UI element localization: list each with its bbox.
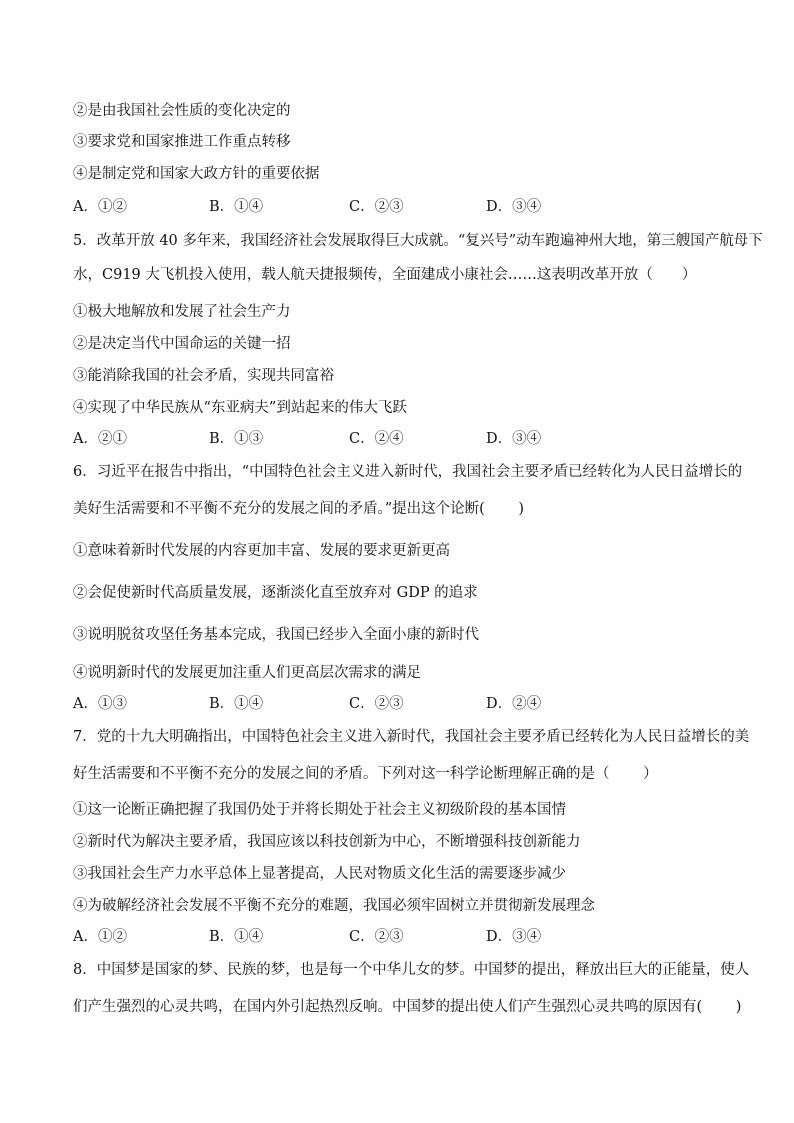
q7-statement-3: ③我国社会生产力水平总体上显著提高，人民对物质文化生活的需要逐步减少 — [73, 866, 566, 882]
q4-option-c[interactable]: C．②③ — [349, 199, 404, 215]
q7-stem-line-2: 好生活需要和不平衡不充分的发展之间的矛盾。下列对这一科学论断理解正确的是（ ） — [73, 766, 658, 782]
q6-options — [73, 694, 733, 714]
q7-statement-1: ①这一论断正确把握了我国仍处于并将长期处于社会主义初级阶段的基本国情 — [73, 802, 566, 818]
q5-option-d[interactable]: D．③④ — [486, 431, 542, 447]
q6-option-d[interactable]: D．②④ — [486, 696, 542, 712]
q4-options — [73, 197, 733, 217]
q6-stem-line-2: 美好生活需要和不平衡不充分的发展之间的矛盾。”提出这个论断( ) — [73, 501, 525, 517]
q5-stem-line-2: 水，C919 大飞机投入使用，载人航天捷报频传，全面建成小康社会……这表明改革开放（ ） — [73, 267, 697, 283]
q8-stem-line-1: 8．中国梦是国家的梦、民族的梦，也是每一个中华儿女的梦。中国梦的提出，释放出巨大的正能量，使人 — [73, 962, 750, 978]
q5-statement-3: ③能消除我国的社会矛盾，实现共同富裕 — [73, 368, 334, 384]
q4-option-b[interactable]: B．①④ — [209, 199, 264, 215]
q5-stem-line-1: 5．改革开放 40 多年来，我国经济社会发展取得巨大成就。“复兴号”动车跑遍神州大地，第三艘国产航母下 — [73, 233, 763, 249]
q6-stem-line-1: 6．习近平在报告中指出，“中国特色社会主义进入新时代，我国社会主要矛盾已经转化为人民日益增长的 — [73, 464, 743, 480]
q5-options — [73, 429, 733, 449]
q7-statement-4: ④为破解经济社会发展不平衡不充分的难题，我国必须牢固树立并贯彻新发展理念 — [73, 898, 595, 914]
q6-statement-4: ④说明新时代的发展更加注重人们更高层次需求的满足 — [73, 665, 421, 681]
q5-statement-4: ④实现了中华民族从“东亚病夫”到站起来的伟大飞跃 — [73, 400, 407, 416]
q5-option-c[interactable]: C．②④ — [349, 431, 404, 447]
q6-statement-2: ②会促使新时代高质量发展，逐渐淡化直至放弃对 GDP 的追求 — [73, 585, 478, 601]
q7-statement-2: ②新时代为解决主要矛盾，我国应该以科技创新为中心，不断增强科技创新能力 — [73, 834, 581, 850]
q7-option-c[interactable]: C．②③ — [349, 929, 404, 945]
q5-option-b[interactable]: B．①③ — [209, 431, 264, 447]
q8-stem-line-2: 们产生强烈的心灵共鸣，在国内外引起热烈反响。中国梦的提出使人们产生强烈心灵共鸣的原因有( ) — [73, 999, 742, 1015]
q5-option-a[interactable]: A．②① — [73, 431, 127, 447]
q7-option-b[interactable]: B．①④ — [209, 929, 264, 945]
q7-option-a[interactable]: A．①② — [73, 929, 127, 945]
q6-statement-3: ③说明脱贫攻坚任务基本完成，我国已经步入全面小康的新时代 — [73, 627, 479, 643]
q6-option-a[interactable]: A．①③ — [73, 696, 127, 712]
q7-stem-line-1: 7．党的十九大明确指出，中国特色社会主义进入新时代，我国社会主要矛盾已经转化为人民日益增长的美 — [73, 729, 750, 745]
q4-statement-4: ④是制定党和国家大政方针的重要依据 — [73, 166, 320, 182]
q5-statement-2: ②是决定当代中国命运的关键一招 — [73, 336, 291, 352]
q5-statement-1: ①极大地解放和发展了社会生产力 — [73, 304, 291, 320]
q6-option-b[interactable]: B．①④ — [209, 696, 264, 712]
q4-option-d[interactable]: D．③④ — [486, 199, 542, 215]
q4-statement-2: ②是由我国社会性质的变化决定的 — [73, 103, 291, 119]
q6-option-c[interactable]: C．②③ — [349, 696, 404, 712]
q6-statement-1: ①意味着新时代发展的内容更加丰富、发展的要求更新更高 — [73, 543, 450, 559]
q7-option-d[interactable]: D．③④ — [486, 929, 542, 945]
q4-statement-3: ③要求党和国家推进工作重点转移 — [73, 134, 291, 150]
q4-option-a[interactable]: A．①② — [73, 199, 127, 215]
q7-options — [73, 927, 733, 947]
